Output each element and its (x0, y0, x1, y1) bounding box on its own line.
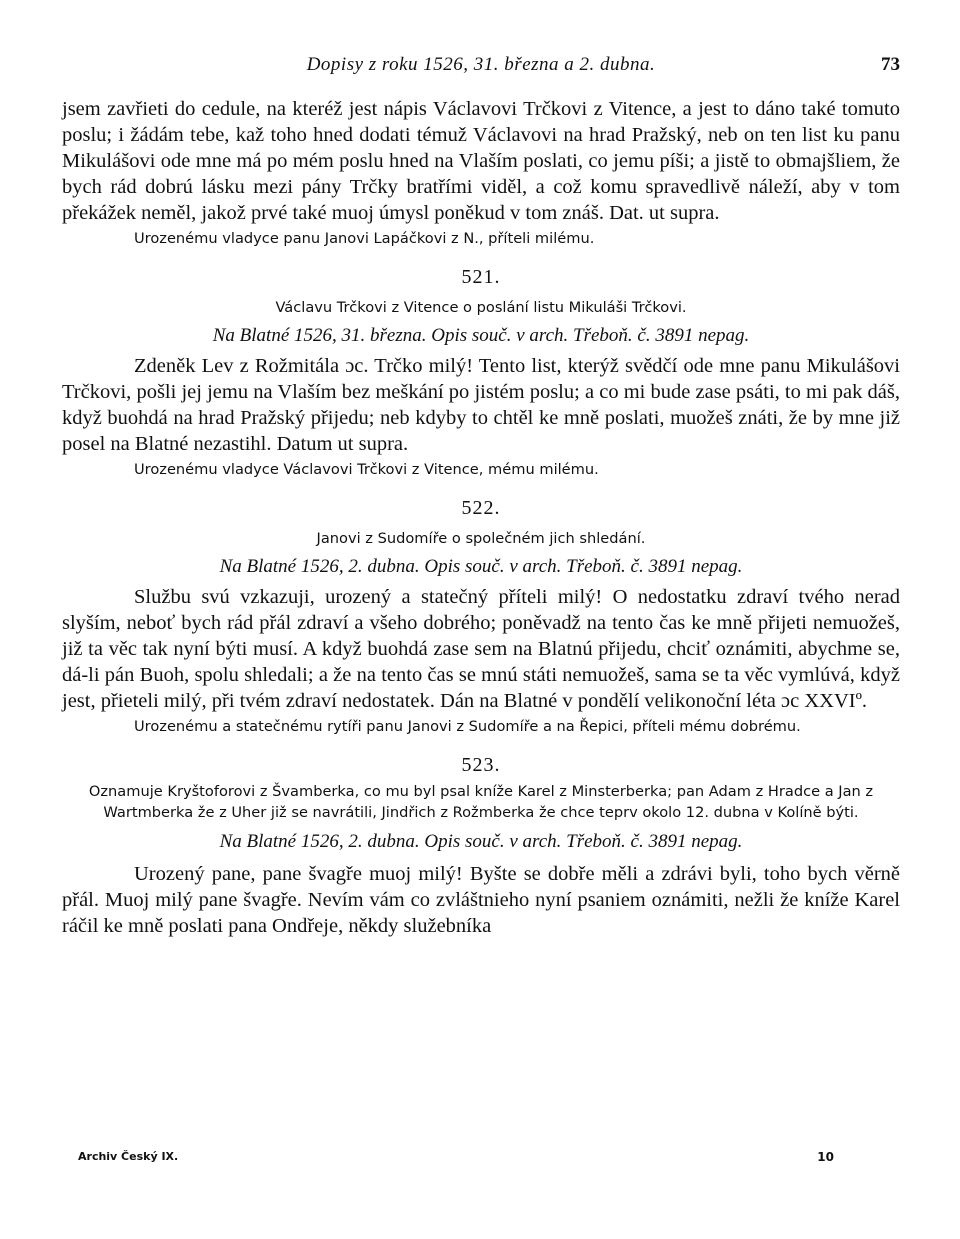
page-header (62, 52, 900, 82)
letter-source: Na Blatné 1526, 31. března. Opis souč. v arch. Třeboň. č. 3891 nepag. (212, 325, 750, 346)
letter-text: Urozený pane, pane švagře muoj milý! Byšte se dobře měli a zdrávi byli, toho bych věrně přál. Muoj milý pane švagře. Nevím vám co zvláštnieho nyní psaniem oznámiti, nežli že kníže Karel ráčil ke mně poslati pana Ondřeje, někdy služebníka (62, 863, 900, 937)
letter-number: 523. (461, 754, 501, 776)
running-title: Dopisy z roku 1526, 31. března a 2. dubna. (306, 54, 656, 75)
letter-regest: Oznamuje Kryštoforovi z Švamberka, co mu byl psal kníže Karel z Minsterberka; pan Adam z Hradce a Jan z Wartmberka že z Uher již se navrátili, Jindřich z Rožmberka že chce teprv okolo 12. dubna v Kolíně býti. (88, 783, 874, 821)
page-footer (78, 1150, 834, 1172)
letter-regest: Václavu Trčkovi z Vitence o poslání listu Mikuláši Trčkovi. (275, 299, 687, 316)
letter-address: Urozenému vladyce Václavovi Trčkovi z Vitence, mému milému. (134, 461, 599, 478)
letter-source: Na Blatné 1526, 2. dubna. Opis souč. v arch. Třeboň. č. 3891 nepag. (219, 831, 743, 852)
letter-text: Zdeněk Lev z Rožmitála ɔc. Trčko milý! Tento list, kterýž svědčí ode mne panu Mikulášovi Trčkovi, pošli jej jemu na Vlaším bez meškání po jistém poslu; a co mi bude zase psáti, to mi pak dáš, když buohdá na hrad Pražský přijedu; neb kdyby to chtěl ke mně poslati, muožeš znáti, že by mne již posel na Blatné nezastihl. Datum ut supra. (62, 355, 900, 455)
footer-sheet-number: 10 (817, 1150, 834, 1164)
letter-number: 522. (461, 497, 501, 519)
page-body (62, 96, 900, 939)
intro-paragraph: jsem zavřieti do cedule, na kteréž jest nápis Václavovi Trčkovi z Vitence, a jest to dáno také tomuto poslu; i žádám tebe, kaž toho hned dodati témuž Václavovi na hrad Pražský, neb on ten list ku panu Mikulášovi ode mne má po mém poslu hned na Vlaším poslati, co jemu píši; a jistě to obmajšliem, že bych rád dobrú lásku mezi pány Trčky bratřími viděl, a což komu spravedlivě náleží, aby v tom překážek neměl, jakož prvé také muoj úmysl poněkud v tom znáš. Dat. ut supra. (62, 98, 900, 224)
intro-address: Urozenému vladyce panu Janovi Lapáčkovi z N., příteli milému. (134, 230, 595, 247)
letter-text: Službu svú vzkazuji, urozený a statečný příteli milý! O nedostatku zdraví tvého nerad slyším, neboť bych rád přál zdraví a všeho dobrého; poněvadž na tento čas ke mně přijeti nemuožeš, již ta věc tak nyní býti musí. A když buohdá zase sem na Blatnú přijedu, chciť oznámiti, abychme se, dá-li pán Buoh, spolu shledali; a že na tento čas se mnú státi nemuožeš, sama se ta věc vymlúvá, když jest, přieteli milý, při tvém zdraví nedostatek. Dán na Blatné v pondělí velikonoční léta ɔc XXVIº. (62, 586, 900, 712)
letter-number: 521. (461, 266, 501, 288)
footer-signature: Archiv Český IX. (78, 1150, 179, 1163)
letter-source: Na Blatné 1526, 2. dubna. Opis souč. v arch. Třeboň. č. 3891 nepag. (219, 556, 743, 577)
page-number: 73 (881, 54, 900, 75)
letter-regest: Janovi z Sudomíře o společném jich shledání. (316, 530, 646, 547)
letter-address: Urozenému a statečnému rytíři panu Janovi z Sudomíře a na Řepici, příteli mému dobrému. (134, 718, 801, 735)
